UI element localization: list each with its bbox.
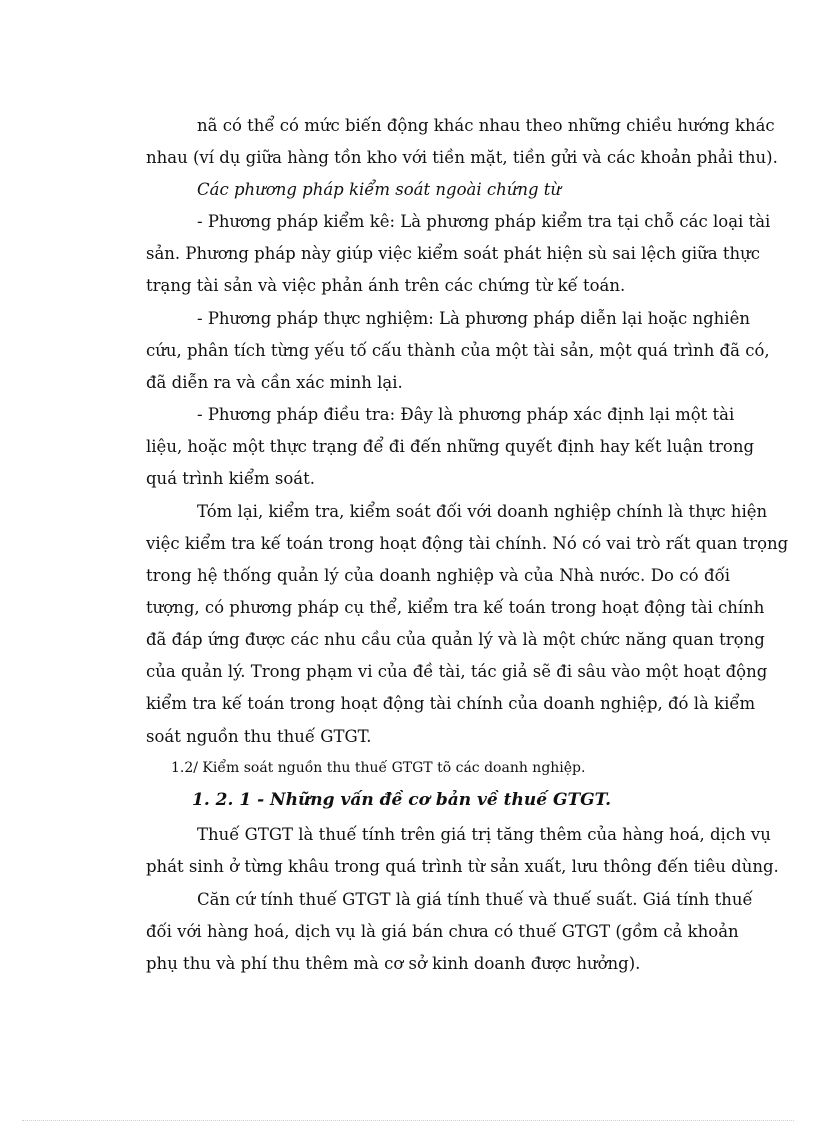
section-heading: 1.2/ Kiểm soát nguồn thu thuế GTGT tõ các doanh nghiệp.	[171, 760, 586, 776]
text-line: nhau (ví dụ giữa hàng tồn kho với tiền mặt, tiền gửi và các khoản phải thu).	[146, 148, 778, 167]
page-bottom-rule	[22, 1120, 794, 1121]
text-line: soát nguồn thu thuế GTGT.	[146, 727, 372, 746]
text-line: nã có thể có mức biến động khác nhau theo những chiều hướng khác	[197, 116, 775, 135]
text-line: phụ thu và phí thu thêm mà cơ sở kinh doanh được hưởng).	[146, 954, 641, 973]
text-line: - Phương pháp kiểm kê: Là phương pháp kiểm tra tại chỗ các loại tài	[197, 212, 771, 231]
text-line: Căn cứ tính thuế GTGT là giá tính thuế và thuế suất. Giá tính thuế	[197, 890, 753, 909]
text-line: cứu, phân tích từng yếu tố cấu thành của một tài sản, một quá trình đã có,	[146, 341, 770, 360]
text-line: của quản lý. Trong phạm vi của đề tài, tác giả sẽ đi sâu vào một hoạt động	[146, 662, 768, 681]
text-line: trong hệ thống quản lý của doanh nghiệp và của Nhà nước. Do có đối	[146, 566, 730, 585]
text-line: tượng, có phương pháp cụ thể, kiểm tra kế toán trong hoạt động tài chính	[146, 598, 765, 617]
text-line: kiểm tra kế toán trong hoạt động tài chính của doanh nghiệp, đó là kiểm	[146, 694, 756, 713]
text-line: sản. Phương pháp này giúp việc kiểm soát phát hiện sù sai lệch giữa thực	[146, 244, 760, 263]
subsection-heading: 1. 2. 1 - Những vấn đề cơ bản về thuế GTGT.	[192, 790, 612, 810]
text-line: Tóm lại, kiểm tra, kiểm soát đối với doanh nghiệp chính là thực hiện	[197, 502, 768, 521]
text-line: đã diễn ra và cần xác minh lại.	[146, 373, 403, 392]
text-line: quá trình kiểm soát.	[146, 469, 315, 488]
text-line: đã đáp ứng được các nhu cầu của quản lý và là một chức năng quan trọng	[146, 630, 765, 649]
text-line: liệu, hoặc một thực trạng để đi đến những quyết định hay kết luận trong	[146, 437, 755, 456]
text-line: - Phương pháp thực nghiệm: Là phương pháp diễn lại hoặc nghiên	[197, 309, 750, 328]
text-line: phát sinh ở từng khâu trong quá trình từ sản xuất, lưu thông đến tiêu dùng.	[146, 857, 779, 876]
text-line: trạng tài sản và việc phản ánh trên các chứng từ kế toán.	[146, 276, 626, 295]
text-line: - Phương pháp điều tra: Đây là phương pháp xác định lại một tài	[197, 405, 735, 424]
text-line: việc kiểm tra kế toán trong hoạt động tài chính. Nó có vai trò rất quan trọng	[146, 534, 789, 553]
text-line: Thuế GTGT là thuế tính trên giá trị tăng thêm của hàng hoá, dịch vụ	[197, 825, 771, 844]
text-line: đối với hàng hoá, dịch vụ là giá bán chưa có thuế GTGT (gồm cả khoản	[146, 922, 739, 941]
section-italic-heading: Các phương pháp kiểm soát ngoài chứng từ	[197, 180, 562, 199]
